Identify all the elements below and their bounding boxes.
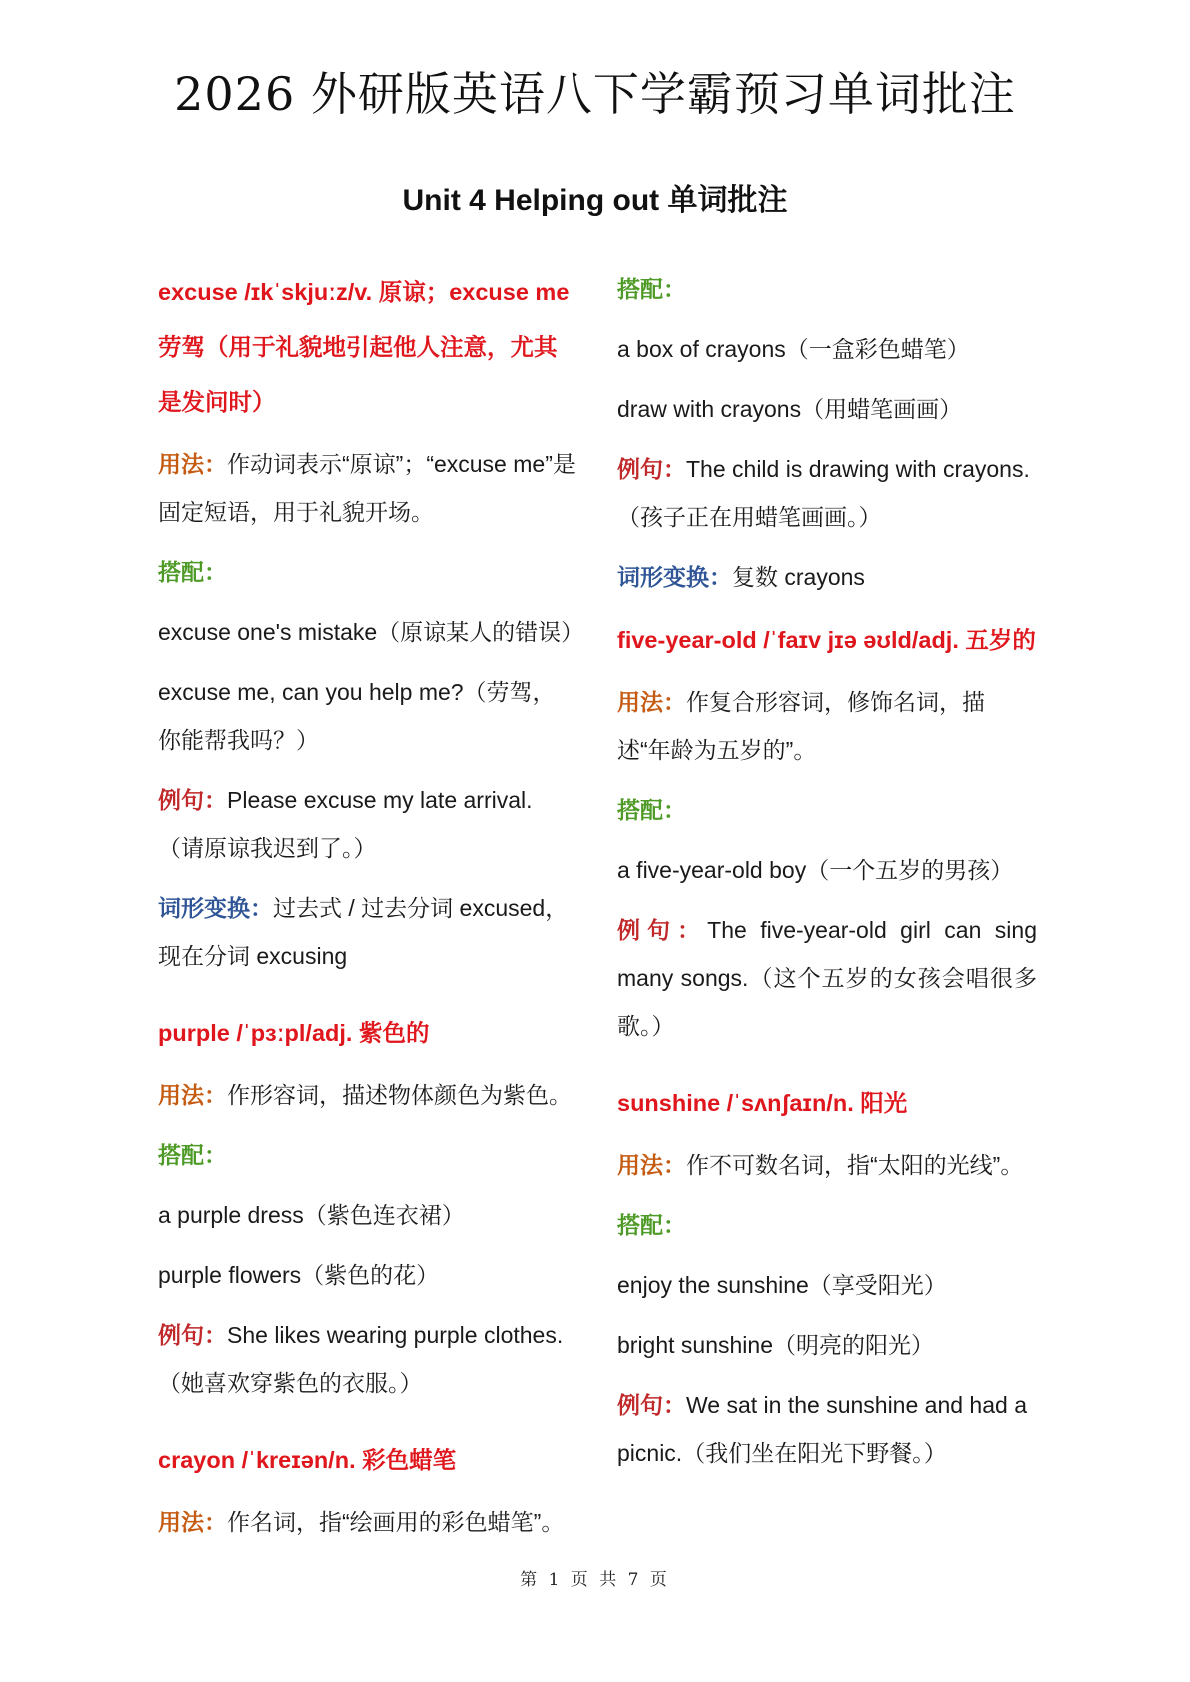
usage-text: 作动词表示“原谅”；“excuse me”是固定短语，用于礼貌开场。 (158, 451, 576, 525)
entry-example-crayon (617, 445, 1037, 541)
collocation-item: a purple dress（紫色连衣裙） (158, 1202, 465, 1228)
left-column (158, 265, 585, 1558)
example-text: We sat in the sunshine and had a picnic.（我们坐在阳光下野餐。） (617, 1392, 1027, 1466)
entry-usage-excuse (158, 440, 578, 536)
entry-headword-five-year-old: five-year-old /ˈfaɪv jɪə əʊld/adj. 五岁的 (617, 627, 1036, 653)
collocation-item: enjoy the sunshine（享受阳光） (617, 1272, 947, 1298)
entry-collocations-crayon (617, 265, 1037, 313)
entry-forms-excuse (158, 884, 578, 980)
entry-headword-sunshine: sunshine /ˈsʌnʃaɪn/n. 阳光 (617, 1090, 908, 1116)
usage-text: 作不可数名词，指“太阳的光线”。 (686, 1152, 1024, 1178)
entry-collocations-excuse (158, 548, 578, 596)
word-forms-text: 过去式 / 过去分词 excused，现在分词 excusing (158, 895, 569, 969)
entry-collocations-purple (158, 1131, 578, 1179)
entry-usage-crayon (158, 1498, 578, 1546)
collocation-item: draw with crayons（用蜡笔画画） (617, 396, 963, 422)
entry-forms-crayon (617, 553, 1037, 601)
page-number: 第 1 页 共 7 页 (520, 1570, 670, 1590)
example-text: The five-year-old girl can sing many songs.（这个五岁的女孩会唱很多歌。） (617, 917, 1038, 1039)
entry-headword-crayon: crayon /ˈkreɪən/n. 彩色蜡笔 (158, 1447, 457, 1473)
collocations-label: 搭配： (158, 1142, 227, 1168)
entry-usage-sunshine (617, 1141, 1037, 1189)
right-column (617, 265, 1037, 1489)
entry-example-purple (158, 1311, 578, 1407)
example-label: 例句： (617, 456, 686, 482)
usage-label: 用法： (158, 1082, 227, 1108)
word-forms-label: 词形变换： (617, 564, 732, 590)
usage-text: 作名词，指“绘画用的彩色蜡笔”。 (227, 1509, 565, 1535)
entry-example-excuse (158, 776, 578, 872)
usage-text: 作复合形容词，修饰名词，描述“年龄为五岁的”。 (617, 689, 985, 763)
collocations-label: 搭配： (158, 559, 227, 585)
unit-title: Unit 4 Helping out 单词批注 (402, 184, 788, 217)
collocation-item: bright sunshine（明亮的阳光） (617, 1332, 934, 1358)
collocation-item: a five-year-old boy（一个五岁的男孩） (617, 857, 1014, 883)
collocation-item: excuse me, can you help me?（劳驾，你能帮我吗？） (158, 679, 556, 753)
entry-example-sunshine (617, 1381, 1037, 1477)
word-forms-text: 复数 crayons (732, 564, 865, 590)
example-text: The child is drawing with crayons.（孩子正在用蜡笔画画。） (617, 456, 1030, 530)
entry-headword-excuse: excuse /ɪkˈskjuːz/v. 原谅；excuse me 劳驾（用于礼貌地引起他人注意，尤其是发问时） (158, 279, 570, 415)
entry-collocations-sunshine (617, 1201, 1037, 1249)
example-text: She likes wearing purple clothes.（她喜欢穿紫色的衣服。） (158, 1322, 564, 1396)
collocation-item: purple flowers（紫色的花） (158, 1262, 440, 1288)
entry-example-five-year-old (617, 906, 1037, 1050)
collocation-item: excuse one's mistake（原谅某人的错误） (158, 619, 585, 645)
usage-label: 用法： (158, 1509, 227, 1535)
word-forms-label: 词形变换： (158, 895, 273, 921)
entry-usage-five-year-old (617, 678, 1037, 774)
example-label: 例句： (617, 917, 708, 943)
collocation-item: a box of crayons（一盒彩色蜡笔） (617, 336, 970, 362)
usage-label: 用法： (617, 689, 686, 715)
entry-collocations-five-year-old (617, 786, 1037, 834)
entry-headword-purple: purple /ˈpɜːpl/adj. 紫色的 (158, 1020, 430, 1046)
example-label: 例句： (158, 787, 227, 813)
usage-label: 用法： (617, 1152, 686, 1178)
example-label: 例句： (617, 1392, 686, 1418)
collocations-label: 搭配： (617, 1212, 686, 1238)
example-label: 例句： (158, 1322, 227, 1348)
collocations-label: 搭配： (617, 797, 686, 823)
example-text: Please excuse my late arrival.（请原谅我迟到了。） (158, 787, 533, 861)
document-title: 2026 外研版英语八下学霸预习单词批注 (174, 67, 1016, 121)
usage-label: 用法： (158, 451, 227, 477)
collocations-label: 搭配： (617, 276, 686, 302)
entry-usage-purple (158, 1071, 578, 1119)
usage-text: 作形容词，描述物体颜色为紫色。 (227, 1082, 572, 1108)
